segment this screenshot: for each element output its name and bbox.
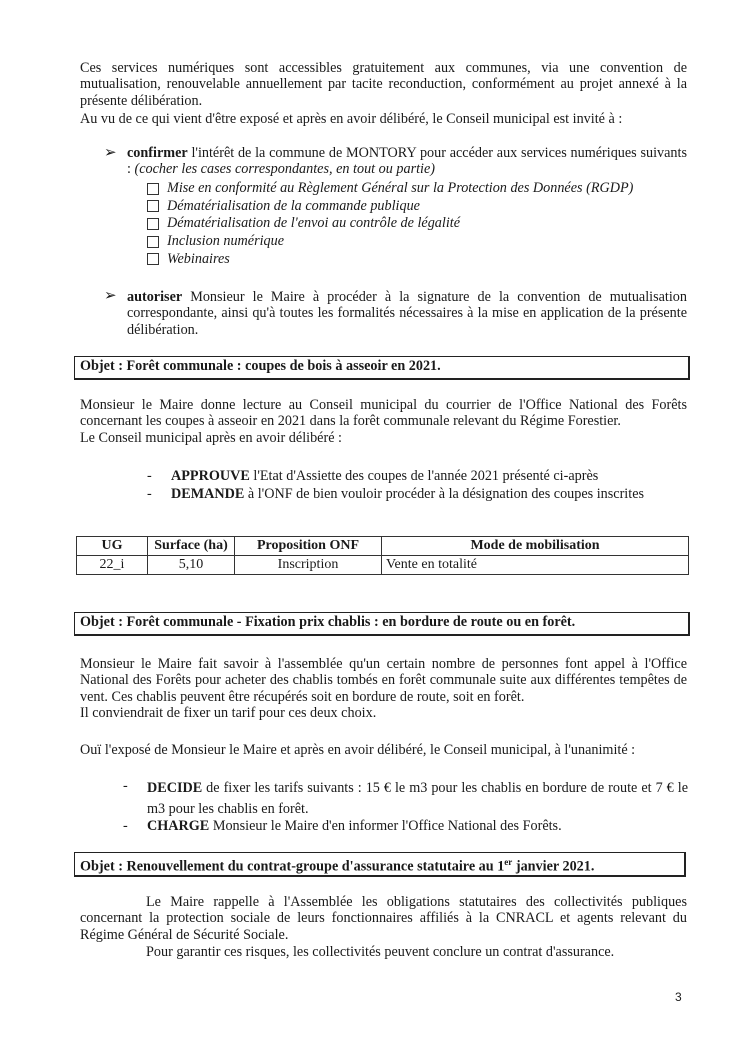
checkbox[interactable] xyxy=(147,236,159,248)
coupes-table xyxy=(76,536,689,575)
service-option[interactable]: Dématérialisation de l'envoi au contrôle de légalité xyxy=(147,215,687,233)
checkbox[interactable] xyxy=(147,253,159,265)
service-option[interactable]: Webinaires xyxy=(147,250,687,268)
confirm-hint: (cocher les cases correspondantes, en tout ou partie) xyxy=(134,161,436,178)
arrow-bullet-icon: ➢ xyxy=(104,286,117,304)
confirm-paragraph xyxy=(127,145,687,178)
intro-invite: Au vu de ce qui vient d'être exposé et après en avoir délibéré, le Conseil municipal est invité à : xyxy=(80,111,623,127)
service-option[interactable]: Mise en conformité au Règlement Général sur la Protection des Données (RGDP) xyxy=(147,180,687,198)
service-option[interactable]: Inclusion numérique xyxy=(147,233,687,251)
chablis-deliberation: Ouï l'exposé de Monsieur le Maire et après en avoir délibéré, le Conseil municipal, à l'unanimité : xyxy=(80,742,636,758)
coupes-deliberation: Le Conseil municipal après en avoir délibéré : xyxy=(80,430,342,446)
coupes-paragraph: Monsieur le Maire donne lecture au Conseil municipal du courrier de l'Office National des Forêts concernant les coupes à asseoir en 2021 dans la forêt communale relevant du Régime Forestier. xyxy=(80,397,687,430)
document-page: Ces services numériques sont accessibles gratuitement aux communes, via une convention de mutualisation, renouvelable annuellement par tacite reconduction, conformément au projet annexé à la présente délibération. Au vu de ce qui vient d'être exposé et après en avoir délibéré, le Conseil municipal est invité à : ➢ confirmer l'intérêt de la commune de MONTORY pour accéder aux services numériques suivants : (cocher les cases correspondantes, en tout ou partie) Mise en conformité au Règlement Général sur la Protection des Données (RGDP) Dématérialisation de la commande publique Dématérialisation de l'envoi au contrôle de légalité Inclusion numérique Webinaires ➢ autoriser Monsieur le Maire à procéder à la signature de la convention de mutualisation correspondante, ainsi qu'à toutes les formalités nécessaires à la mise en application de la présente délibération. Objet : Forêt communale : coupes de bois à asseoir en 2021. Monsieur le Maire donne lecture au Conseil municipal du courrier de l'Office National des Forêts concernant les coupes à asseoir en 2021 dans la forêt communale relevant du Régime Forestier. Le Conseil municipal après en avoir délibéré : - APPROUVE l'Etat d'Assiette des coupes de l'année 2021 présenté ci-après - DEMANDE à l'ONF de bien vouloir procéder à la désignation des coupes inscrites UG Surface (ha) Proposition ONF Mode de mobilisation 22_i 5,10 Inscription Vente en totalité Objet : Forêt communale - Fixation prix chablis : en bordure de route ou en forêt. Monsieur le Maire fait savoir à l'assemblée qu'un certain nombre de personnes font appel à l'Office National des Forêts pour acheter des chablis tombés en forêt communale suite aux différentes tempêtes de vent. Ces chablis peuvent être récupérés soit en bordure de route, soit en forêt. Il conviendrait de fixer un tarif pour ces deux choix. Ouï l'exposé de Monsieur le Maire et après en avoir délibéré, le Conseil municipal, à l'unanimité : - DECIDE de fixer les tarifs suivants : 15 € le m3 pour les chablis en bordure de route et 7 € le m3 pour les chablis en forêt. - CHARGE Monsieur le Maire d'en informer l'Office National des Forêts. Objet : Renouvellement du contrat-groupe d'assurance statutaire au 1er janvier 2021. Le Maire rappelle à l'Assemblée les obligations statutaires des collectivités publiques concernant la protection sociale de leurs fonctionnaires affiliés à la CNRACL et agents relevant du Régime Général de Sécurité Sociale. Pour garantir ces risques, les collectivités peuvent conclure un contrat d'assurance. 3 xyxy=(0,0,750,1060)
section-heading-assurance: Objet : Renouvellement du contrat-groupe d'assurance statutaire au 1er janvier 2021. xyxy=(74,852,686,877)
checkbox[interactable] xyxy=(147,183,159,195)
service-option[interactable]: Dématérialisation de la commande publique xyxy=(147,198,687,216)
table-row: 22_i 5,10 Inscription Vente en totalité xyxy=(77,556,689,575)
chablis-tarif-note: Il conviendrait de fixer un tarif pour ces deux choix. xyxy=(80,705,377,721)
assurance-paragraph-2: Pour garantir ces risques, les collectivités peuvent conclure un contrat d'assurance. xyxy=(146,944,615,960)
confirm-text: l'intérêt de la commune de MONTORY pour accéder aux services numériques suivants : xyxy=(127,145,687,178)
confirm-keyword: confirmer xyxy=(127,145,188,161)
section-heading-chablis: Objet : Forêt communale - Fixation prix chablis : en bordure de route ou en forêt. xyxy=(74,612,690,636)
arrow-bullet-icon: ➢ xyxy=(104,143,117,161)
table-header-row: UG Surface (ha) Proposition ONF Mode de mobilisation xyxy=(77,537,689,556)
section-heading-coupes: Objet : Forêt communale : coupes de bois à asseoir en 2021. xyxy=(74,356,690,380)
authorize-text: Monsieur le Maire à procéder à la signature de la convention de mutualisation correspondante, ainsi qu'à toutes les formalités nécessaires à la mise en application de la présente délibération. xyxy=(127,289,687,338)
page-number: 3 xyxy=(675,990,682,1004)
intro-paragraph: Ces services numériques sont accessibles gratuitement aux communes, via une convention de mutualisation, renouvelable annuellement par tacite reconduction, conformément au projet annexé à la présente délibération. xyxy=(80,60,687,109)
authorize-paragraph xyxy=(127,289,687,338)
assurance-paragraph: Le Maire rappelle à l'Assemblée les obligations statutaires des collectivités publiques concernant la protection sociale de leurs fonctionnaires affiliés à la CNRACL et agents relevant du Régime Général de Sécurité Sociale. xyxy=(80,894,687,943)
chablis-paragraph: Monsieur le Maire fait savoir à l'assemblée qu'un certain nombre de personnes font appel à l'Office National des Forêts pour acheter des chablis tombés en forêt communale suite aux différentes tempêtes de vent. Ces chablis peuvent être récupérés soit en bordure de route, soit en forêt. xyxy=(80,656,687,705)
checkbox[interactable] xyxy=(147,200,159,212)
checkbox[interactable] xyxy=(147,218,159,230)
service-options-list xyxy=(147,180,687,268)
authorize-keyword: autoriser xyxy=(127,289,183,305)
